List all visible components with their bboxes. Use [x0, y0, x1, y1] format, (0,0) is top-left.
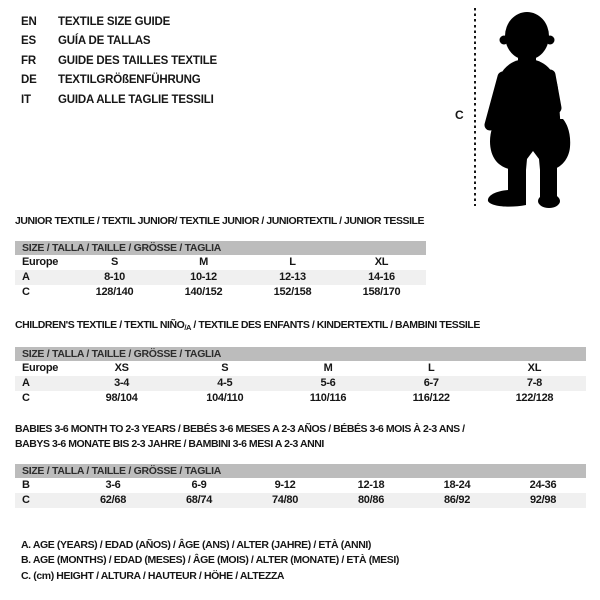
- table-row: [15, 255, 426, 270]
- footnote-line: A. AGE (YEARS) / EDAD (AÑOS) / ÂGE (ANS) / ALTER (JAHRE) / ETÀ (ANNI): [21, 539, 372, 551]
- value-cell: 140/152: [184, 286, 223, 298]
- value-cell: 68/74: [185, 494, 213, 506]
- language-title: GUIDA ALLE TAGLIE TESSILI: [58, 93, 214, 106]
- row-label-cell: Europe: [22, 256, 59, 268]
- value-cell: XL: [374, 256, 389, 268]
- language-code: ES: [21, 35, 36, 48]
- measure-c-label: C: [455, 108, 464, 122]
- value-cell: 9-12: [274, 479, 296, 491]
- table-title-segment: BABIES 3-6 MONTH TO 2-3 YEARS / BEBÉS 3-6 MESES A 2-3 AÑOS / BÉBÉS 3-6 MOIS À 2-3 ANS /: [15, 423, 465, 435]
- value-cell: 6-9: [191, 479, 207, 491]
- footnote-line: B. AGE (MONTHS) / EDAD (MESES) / ÂGE (MOIS) / ALTER (MONATE) / ETÀ (MESI): [21, 554, 399, 567]
- table-row: [15, 493, 586, 508]
- table-title-line: [15, 214, 426, 229]
- row-label-cell: A: [22, 377, 30, 389]
- table-title-segment: BABYS 3-6 MONATE BIS 2-3 JAHRE / BAMBINI 3-6 MESI A 2-3 ANNI: [15, 438, 324, 450]
- language-title: TEXTILE SIZE GUIDE: [58, 16, 171, 28]
- value-cell: 3-6: [105, 479, 121, 491]
- value-cell: 128/140: [95, 286, 134, 298]
- table-title-line: [15, 437, 586, 452]
- value-cell: 18-24: [443, 479, 471, 491]
- table-title-segment: JUNIOR TEXTILE / TEXTIL JUNIOR/ TEXTILE JUNIOR / JUNIORTEXTIL / JUNIOR TESSILE: [15, 215, 425, 227]
- row-label-cell: Europe: [22, 362, 59, 374]
- table-row: [15, 270, 426, 285]
- table-row: [15, 478, 586, 493]
- language-list: [21, 13, 217, 110]
- language-row: [21, 13, 217, 32]
- table-row: [15, 376, 586, 391]
- children-textile-table: [15, 318, 586, 406]
- value-cell: M: [199, 256, 208, 268]
- table-title: [15, 214, 426, 229]
- table-title-line: [15, 318, 586, 335]
- value-cell: 6-7: [423, 377, 439, 389]
- row-label-cell: C: [22, 494, 30, 506]
- value-cell: 80/86: [357, 494, 385, 506]
- value-cell: 152/158: [273, 286, 312, 298]
- value-cell: 62/68: [99, 494, 127, 506]
- toddler-silhouette: [483, 9, 598, 211]
- table-row: [15, 391, 586, 406]
- language-title: GUÍA DE TALLAS: [58, 35, 151, 48]
- value-cell: 7-8: [526, 377, 542, 389]
- value-cell: 104/110: [206, 392, 244, 404]
- value-cell: 24-36: [529, 479, 557, 491]
- value-cell: 8-10: [104, 271, 125, 283]
- value-cell: 5-6: [320, 377, 336, 389]
- value-cell: L: [289, 256, 296, 268]
- value-cell: 92/98: [529, 494, 557, 506]
- value-cell: 14-16: [368, 271, 395, 283]
- value-cell: XL: [527, 362, 542, 374]
- value-cell: L: [428, 362, 435, 374]
- value-cell: S: [221, 362, 229, 374]
- row-label-cell: A: [22, 271, 30, 283]
- language-row: [21, 91, 217, 110]
- value-cell: 12-13: [279, 271, 306, 283]
- language-code: DE: [21, 74, 37, 87]
- value-cell: 3-4: [114, 377, 130, 389]
- value-cell: 110/116: [309, 392, 347, 404]
- value-cell: 86/92: [443, 494, 471, 506]
- row-label-cell: C: [22, 286, 30, 298]
- value-cell: 98/104: [105, 392, 138, 404]
- size-header-bar: SIZE / TALLA / TAILLE / GRÖSSE / TAGLIA: [15, 241, 426, 255]
- size-header-bar: SIZE / TALLA / TAILLE / GRÖSSE / TAGLIA: [15, 347, 586, 361]
- language-row: [21, 71, 217, 90]
- language-code: FR: [21, 54, 36, 67]
- table-title: [15, 422, 586, 452]
- language-title: GUIDE DES TAILLES TEXTILE: [58, 54, 217, 67]
- value-cell: 158/170: [362, 286, 401, 298]
- value-cell: XS: [114, 362, 129, 374]
- value-cell: S: [110, 256, 119, 268]
- table-title-segment: / TEXTILE DES ENFANTS / KINDERTEXTIL / BAMBINI TESSILE: [190, 319, 480, 331]
- value-cell: 74/80: [271, 494, 299, 506]
- table-title-segment: CHILDREN'S TEXTILE / TEXTIL NIÑO: [15, 319, 185, 331]
- value-cell: 4-5: [217, 377, 233, 389]
- language-code: EN: [21, 16, 37, 28]
- language-code: IT: [21, 93, 31, 106]
- height-measure-dashed-line: [474, 8, 476, 206]
- footnote-line: C. (cm) HEIGHT / ALTURA / HAUTEUR / HÖHE / ALTEZZA: [21, 569, 285, 582]
- table-title-line: [15, 422, 586, 437]
- value-cell: 122/128: [515, 392, 554, 404]
- row-label-cell: C: [22, 392, 30, 404]
- footnote-list: [21, 538, 399, 584]
- language-row: [21, 52, 217, 71]
- language-title: TEXTILGRÖßENFÜHRUNG: [58, 74, 201, 87]
- table-row: [15, 285, 426, 300]
- value-cell: 12-18: [357, 479, 385, 491]
- value-cell: 10-12: [190, 271, 217, 283]
- value-cell: 116/122: [412, 392, 450, 404]
- babies-textile-table: [15, 422, 586, 508]
- junior-textile-table: [15, 214, 426, 300]
- value-cell: M: [323, 362, 333, 374]
- table-title-segment: /A: [184, 323, 191, 332]
- table-title: [15, 318, 586, 335]
- table-row: [15, 361, 586, 376]
- row-label-cell: B: [22, 479, 30, 491]
- language-row: [21, 32, 217, 51]
- size-header-bar: SIZE / TALLA / TAILLE / GRÖSSE / TAGLIA: [15, 464, 586, 478]
